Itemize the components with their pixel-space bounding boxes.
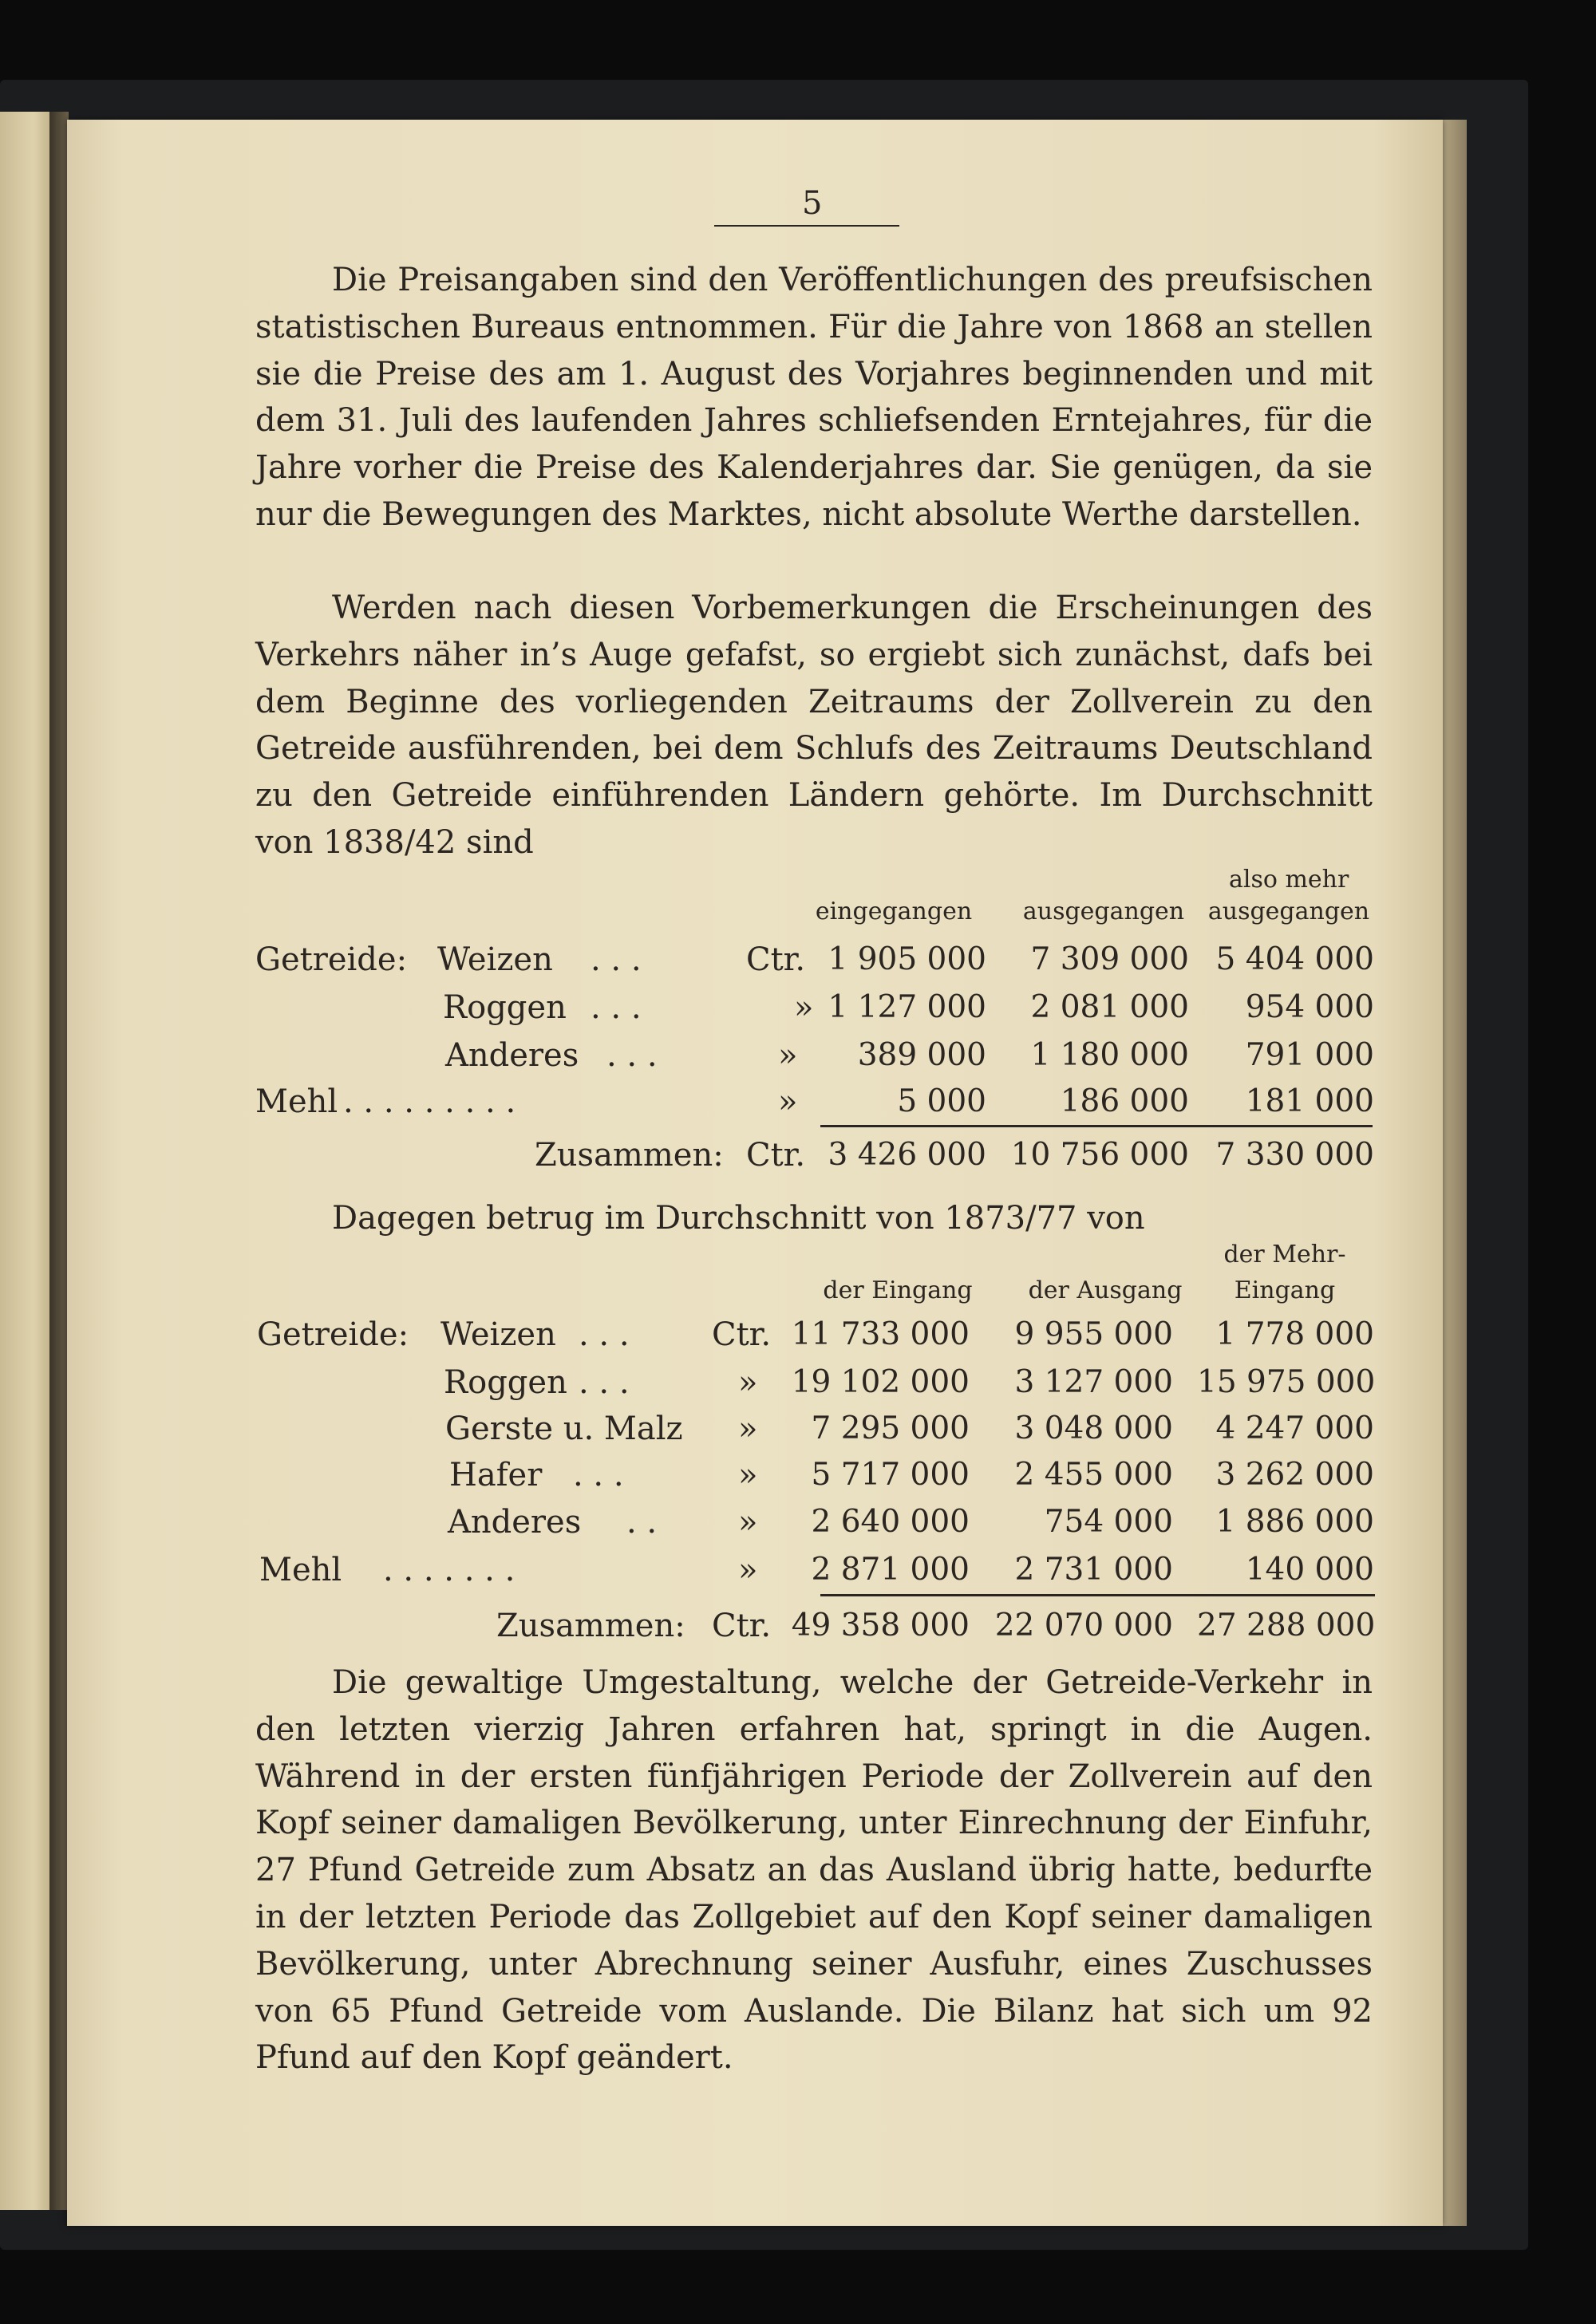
row-label: Hafer: [449, 1457, 543, 1493]
total-label: Zusammen:: [535, 1137, 724, 1174]
header-rule: [714, 225, 899, 227]
value-mehr: 791 000: [1245, 1037, 1374, 1073]
leader-dots: . .: [626, 1504, 658, 1541]
total-label: Zusammen:: [496, 1608, 685, 1644]
value-mehr-eingang: 1 778 000: [1215, 1316, 1374, 1352]
value-ausgang: 2 455 000: [1014, 1457, 1173, 1493]
left-page-edge: [0, 112, 56, 2210]
value-eingang: 2 640 000: [811, 1504, 970, 1540]
value-eingegangen: 5 000: [897, 1083, 986, 1119]
col-header-mehr-line2: ausgegangen: [1207, 898, 1370, 925]
total-ausgang: 22 070 000: [994, 1608, 1173, 1643]
value-mehr-eingang: 1 886 000: [1215, 1504, 1374, 1540]
value-eingang: 2 871 000: [811, 1552, 970, 1588]
unit-label: »: [738, 1504, 758, 1541]
unit-label: »: [778, 1037, 798, 1074]
value-ausgang: 9 955 000: [1014, 1316, 1173, 1352]
row-label: Anderes: [448, 1504, 582, 1541]
total-mehr: 7 330 000: [1215, 1137, 1374, 1173]
leader-dots: . . .: [573, 1457, 624, 1493]
value-ausgang: 3 127 000: [1014, 1364, 1173, 1400]
unit-label: Ctr.: [712, 1608, 772, 1644]
col-header-mehr-line2: Eingang: [1234, 1276, 1336, 1304]
group-label-getreide: Getreide:: [257, 1316, 409, 1353]
leader-dots: . . .: [591, 941, 642, 978]
sum-rule: [820, 1125, 1373, 1127]
value-mehr-eingang: 3 262 000: [1215, 1457, 1374, 1493]
value-ausgang: 2 731 000: [1014, 1552, 1173, 1588]
value-eingegangen: 1 127 000: [828, 989, 986, 1025]
right-board-edge: [1443, 120, 1467, 2226]
unit-label: »: [738, 1411, 758, 1447]
value-mehr-eingang: 15 975 000: [1197, 1364, 1376, 1400]
leader-dots: . . .: [606, 1037, 658, 1074]
value-mehr-eingang: 140 000: [1245, 1552, 1374, 1588]
total-ausgegangen: 10 756 000: [1010, 1137, 1189, 1173]
unit-label: »: [738, 1364, 758, 1401]
total-eingegangen: 3 426 000: [828, 1137, 986, 1173]
total-eingang: 49 358 000: [791, 1608, 970, 1643]
value-ausgegangen: 186 000: [1060, 1083, 1189, 1119]
value-ausgegangen: 2 081 000: [1030, 989, 1189, 1025]
unit-label: Ctr.: [746, 941, 806, 978]
leader-dots: . . . . . . . . .: [343, 1083, 516, 1120]
leader-dots: . . .: [591, 989, 642, 1026]
value-eingang: 7 295 000: [811, 1411, 970, 1446]
row-label: Gerste u. Malz: [445, 1411, 683, 1447]
value-eingang: 19 102 000: [791, 1364, 970, 1400]
row-label: Weizen: [440, 1316, 556, 1353]
col-header-mehr-line1: der Mehr-: [1223, 1241, 1346, 1269]
unit-label: »: [794, 989, 814, 1026]
row-label: Mehl: [259, 1552, 342, 1588]
value-mehr: 954 000: [1245, 989, 1374, 1025]
unit-label: »: [738, 1457, 758, 1493]
value-mehr: 181 000: [1245, 1083, 1374, 1119]
value-eingang: 5 717 000: [811, 1457, 970, 1493]
value-ausgang: 3 048 000: [1014, 1411, 1173, 1446]
unit-label: »: [778, 1083, 798, 1120]
paragraph-intro: Die Preisangaben sind den Veröffentlichungen des preufsischen statistischen Bureaus entnommen. Für die Jahre von 1868 an stellen sie die Preise des am 1. August des Vorjahres beginnenden und mit dem 31. Juli des laufenden Jahres schliefsenden Erntejahres, für die Jahre vorher die Preise des Kalenderjahres dar. Sie genügen, da sie nur die Bewegungen des Marktes, nicht absolute Werthe darstellen.: [255, 262, 1373, 533]
paragraph-traffic: Werden nach diesen Vorbemerkungen die Erscheinungen des Verkehrs näher in’s Auge gefafst, so ergiebt sich zunächst, dafs bei dem Beginne des vorliegenden Zeitraums der Zollverein zu den Getreide ausführenden, bei dem Schlufs des Zeitraums Deutschland zu den Getreide einführenden Ländern gehörte. Im Durchschnitt von 1838/42 sind: [255, 590, 1373, 861]
leader-dots: . . .: [579, 1364, 630, 1401]
paragraph-conclusion: Die gewaltige Umgestaltung, welche der Getreide-Verkehr in den letzten vierzig Jahren erfahren hat, springt in die Augen. Während in der ersten fünfjährigen Periode der Zollverein auf den Kopf seiner damaligen Bevölkerung, unter Einrechnung der Einfuhr, 27 Pfund Getreide zum Absatz an das Ausland übrig hatte, bedurfte in der letzten Periode das Zollgebiet auf den Kopf seiner damaligen Bevölkerung, unter Abrechnung seiner Ausfuhr, eines Zuschusses von 65 Pfund Getreide vom Auslande. Die Bilanz hat sich um 92 Pfund auf den Kopf geändert.: [255, 1664, 1373, 2077]
value-eingang: 11 733 000: [791, 1316, 970, 1352]
paragraph-comparison: Dagegen betrug im Durchschnitt von 1873/77 von: [332, 1200, 1145, 1237]
col-header-eingang: der Eingang: [823, 1276, 973, 1304]
unit-label: Ctr.: [746, 1137, 806, 1174]
row-label: Roggen: [444, 1364, 567, 1401]
value-ausgang: 754 000: [1044, 1504, 1173, 1540]
unit-label: Ctr.: [712, 1316, 772, 1353]
value-eingegangen: 1 905 000: [828, 941, 986, 977]
col-header-ausgang: der Ausgang: [1028, 1276, 1183, 1304]
group-label-getreide: Getreide:: [255, 941, 408, 978]
leader-dots: . . .: [579, 1316, 630, 1353]
row-label: Weizen: [437, 941, 553, 978]
book-spine: [49, 112, 69, 2210]
sum-rule: [820, 1594, 1375, 1596]
leader-dots: . . . . . . .: [383, 1552, 516, 1588]
page-number: 5: [802, 185, 823, 222]
value-ausgegangen: 1 180 000: [1030, 1037, 1189, 1073]
row-label: Mehl: [255, 1083, 338, 1120]
unit-label: »: [738, 1552, 758, 1588]
col-header-ausgegangen: ausgegangen: [1022, 898, 1185, 925]
value-mehr: 5 404 000: [1215, 941, 1374, 977]
row-label: Roggen: [443, 989, 567, 1026]
col-header-mehr-line1: also mehr: [1229, 866, 1349, 894]
value-eingegangen: 389 000: [857, 1037, 986, 1073]
value-mehr-eingang: 4 247 000: [1215, 1411, 1374, 1446]
row-label: Anderes: [445, 1037, 579, 1074]
total-mehr-eingang: 27 288 000: [1197, 1608, 1376, 1643]
col-header-eingegangen: eingegangen: [815, 898, 973, 925]
value-ausgegangen: 7 309 000: [1030, 941, 1189, 977]
